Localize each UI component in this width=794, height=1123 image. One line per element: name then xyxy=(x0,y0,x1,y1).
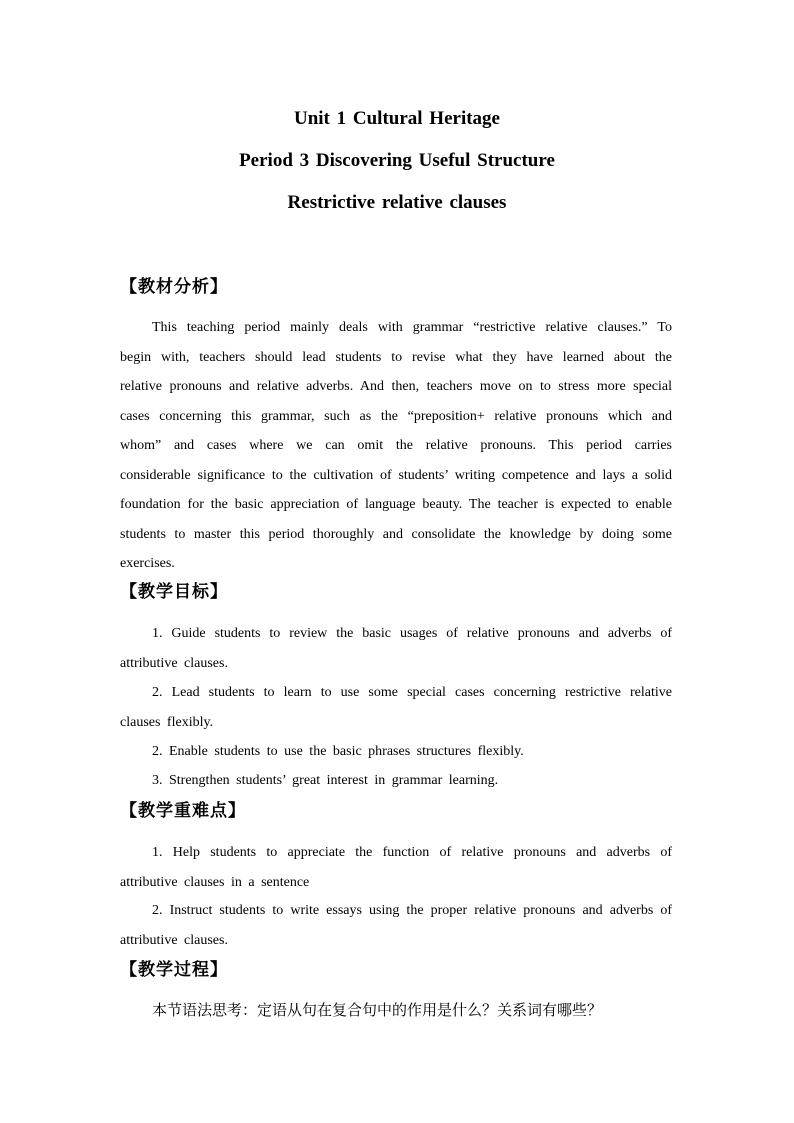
key-point-item-1: 1. Help students to appreciate the function of relative pronouns and adverbs of attributive clauses in a sentence xyxy=(120,845,672,890)
unit-title: Unit 1 Cultural Heritage xyxy=(293,108,500,129)
period-title: Period 3 Discovering Useful Structure xyxy=(239,150,555,171)
objective-item-4: 3. Strengthen students’ great interest in grammar learning. xyxy=(152,773,499,788)
objective-item-3: 2. Enable students to use the basic phrases structures flexibly. xyxy=(152,744,524,759)
key-point-item-2: 2. Instruct students to write essays using the proper relative pronouns and adverbs of attributive clauses. xyxy=(120,903,672,948)
objective-item-1: 1. Guide students to review the basic usages of relative pronouns and adverbs of attributive clauses. xyxy=(120,626,672,671)
objective-item-2: 2. Lead students to learn to use some special cases concerning restrictive relative clauses flexibly. xyxy=(120,685,672,730)
process-heading: 【教学过程】 xyxy=(120,960,228,980)
objectives-heading: 【教学目标】 xyxy=(120,582,228,602)
analysis-heading: 【教材分析】 xyxy=(120,277,228,297)
topic-title: Restrictive relative clauses xyxy=(287,192,507,213)
grammar-question: 本节语法思考：定语从句在复合句中的作用是什么？关系词有哪些？ xyxy=(152,1001,603,1019)
analysis-paragraph: This teaching period mainly deals with grammar “restrictive relative clauses.” To begin with, teachers should lead students to revise what they have learned about the relative pronouns and relative adverbs. And then, teachers move on to stress more special cases concerning this grammar, such as the “preposition+ relative pronouns which and whom” and cases where we can omit the relative pronouns. This period carries considerable significance to the cultivation of students’ writing competence and lays a solid foundation for the basic appreciation of language beauty. The teacher is expected to enable students to master this period thoroughly and consolidate the knowledge by doing some exercises. xyxy=(120,320,672,571)
key-points-heading: 【教学重难点】 xyxy=(120,801,246,821)
